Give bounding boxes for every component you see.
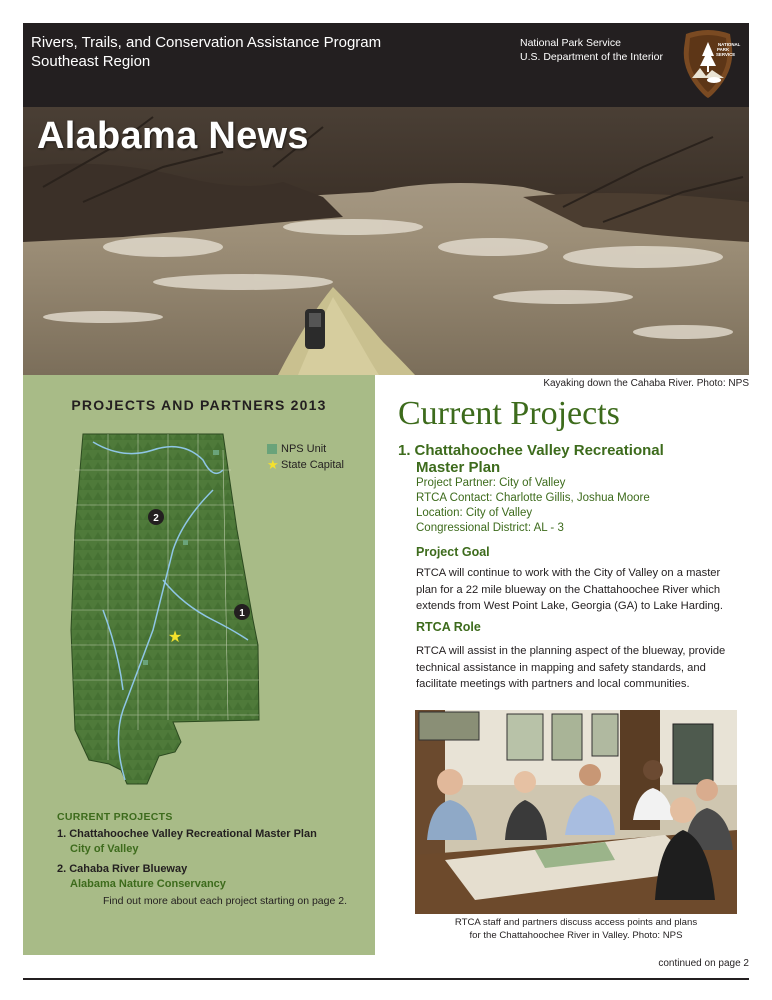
project-goal-heading: Project Goal — [416, 545, 490, 559]
project-title — [398, 442, 718, 476]
goal-line: extends from West Point Lake, Georgia (GA) to Lake Harding. — [416, 600, 723, 612]
rtca-role-heading: RTCA Role — [416, 620, 481, 634]
rtca-contact-detail: RTCA Contact: Charlotte Gillis, Joshua Moore — [416, 492, 650, 504]
program-line-2: Southeast Region — [31, 53, 151, 70]
agency-name — [520, 36, 663, 64]
logo-text-national: NATIONAL — [718, 42, 741, 47]
newsletter-title: Alabama News — [37, 115, 309, 157]
project-title-line-2: Master Plan — [416, 459, 501, 476]
project-number: 1. — [398, 442, 411, 459]
project-details — [416, 476, 650, 536]
current-projects-list — [57, 827, 317, 897]
meeting-illustration — [415, 710, 737, 914]
role-line: RTCA will assist in the planning aspect of the blueway, provide — [416, 645, 726, 657]
congressional-district-detail: Congressional District: AL - 3 — [416, 522, 564, 534]
goal-line: RTCA will continue to work with the City of Valley on a master — [416, 567, 721, 579]
project-goal-text — [416, 565, 751, 615]
project-title-line-1: Chattahoochee Valley Recreational — [414, 442, 664, 459]
legend-nps-unit: NPS Unit — [281, 443, 327, 455]
map-marker-2 — [148, 509, 164, 525]
nps-unit-swatch — [267, 444, 277, 454]
caption-line: for the Chattahoochee River in Valley. Photo: NPS — [469, 929, 683, 941]
program-name — [31, 33, 381, 71]
location-detail: Location: City of Valley — [416, 507, 533, 519]
nps-arrowhead-logo — [680, 28, 741, 100]
hero-photo-caption: Kayaking down the Cahaba River. Photo: NPS — [543, 378, 749, 389]
meeting-photo — [415, 710, 737, 914]
map-marker-1 — [234, 604, 250, 620]
footer-rule — [23, 978, 749, 980]
role-line: facilitate meetings with partners and local communities. — [416, 678, 690, 690]
hero-photo — [23, 107, 749, 375]
logo-text-park: PARK — [717, 47, 730, 52]
current-projects-title: Current Projects — [398, 395, 620, 432]
state-capital-legend-icon: ★ — [267, 457, 279, 472]
goal-line: plan for a 22 mile blueway on the Chattahoochee River which — [416, 583, 721, 596]
rtca-role-text — [416, 643, 751, 693]
more-info-note: Find out more about each project starting on page 2. — [103, 895, 347, 907]
project-partner: Alabama Nature Conservancy — [70, 878, 226, 890]
meeting-photo-caption — [415, 917, 737, 942]
state-capital-star-icon: ★ — [167, 629, 183, 646]
logo-text-service: SERVICE — [716, 52, 736, 57]
project-partner-detail: Project Partner: City of Valley — [416, 477, 566, 489]
project-partner: City of Valley — [70, 843, 139, 855]
role-line: technical assistance in mapping and safety standards, and — [416, 661, 706, 674]
current-projects-heading: CURRENT PROJECTS — [57, 811, 173, 823]
agency-line-2: U.S. Department of the Interior — [520, 51, 663, 63]
map-legend — [267, 441, 344, 473]
list-item — [57, 862, 317, 892]
project-name: 2. Cahaba River Blueway — [57, 863, 188, 875]
agency-line-1: National Park Service — [520, 37, 621, 49]
alabama-map — [63, 430, 263, 790]
projects-partners-title: PROJECTS AND PARTNERS 2013 — [71, 397, 327, 413]
svg-text:1: 1 — [239, 608, 245, 619]
header-bar — [23, 23, 749, 107]
continued-note: continued on page 2 — [658, 958, 749, 969]
projects-partners-panel — [23, 375, 375, 955]
svg-text:2: 2 — [153, 513, 159, 524]
project-name: 1. Chattahoochee Valley Recreational Master Plan — [57, 828, 317, 840]
legend-state-capital: State Capital — [281, 459, 344, 471]
program-line-1: Rivers, Trails, and Conservation Assistance Program — [31, 34, 382, 51]
list-item — [57, 827, 317, 857]
caption-line: RTCA staff and partners discuss access points and plans — [454, 917, 698, 928]
